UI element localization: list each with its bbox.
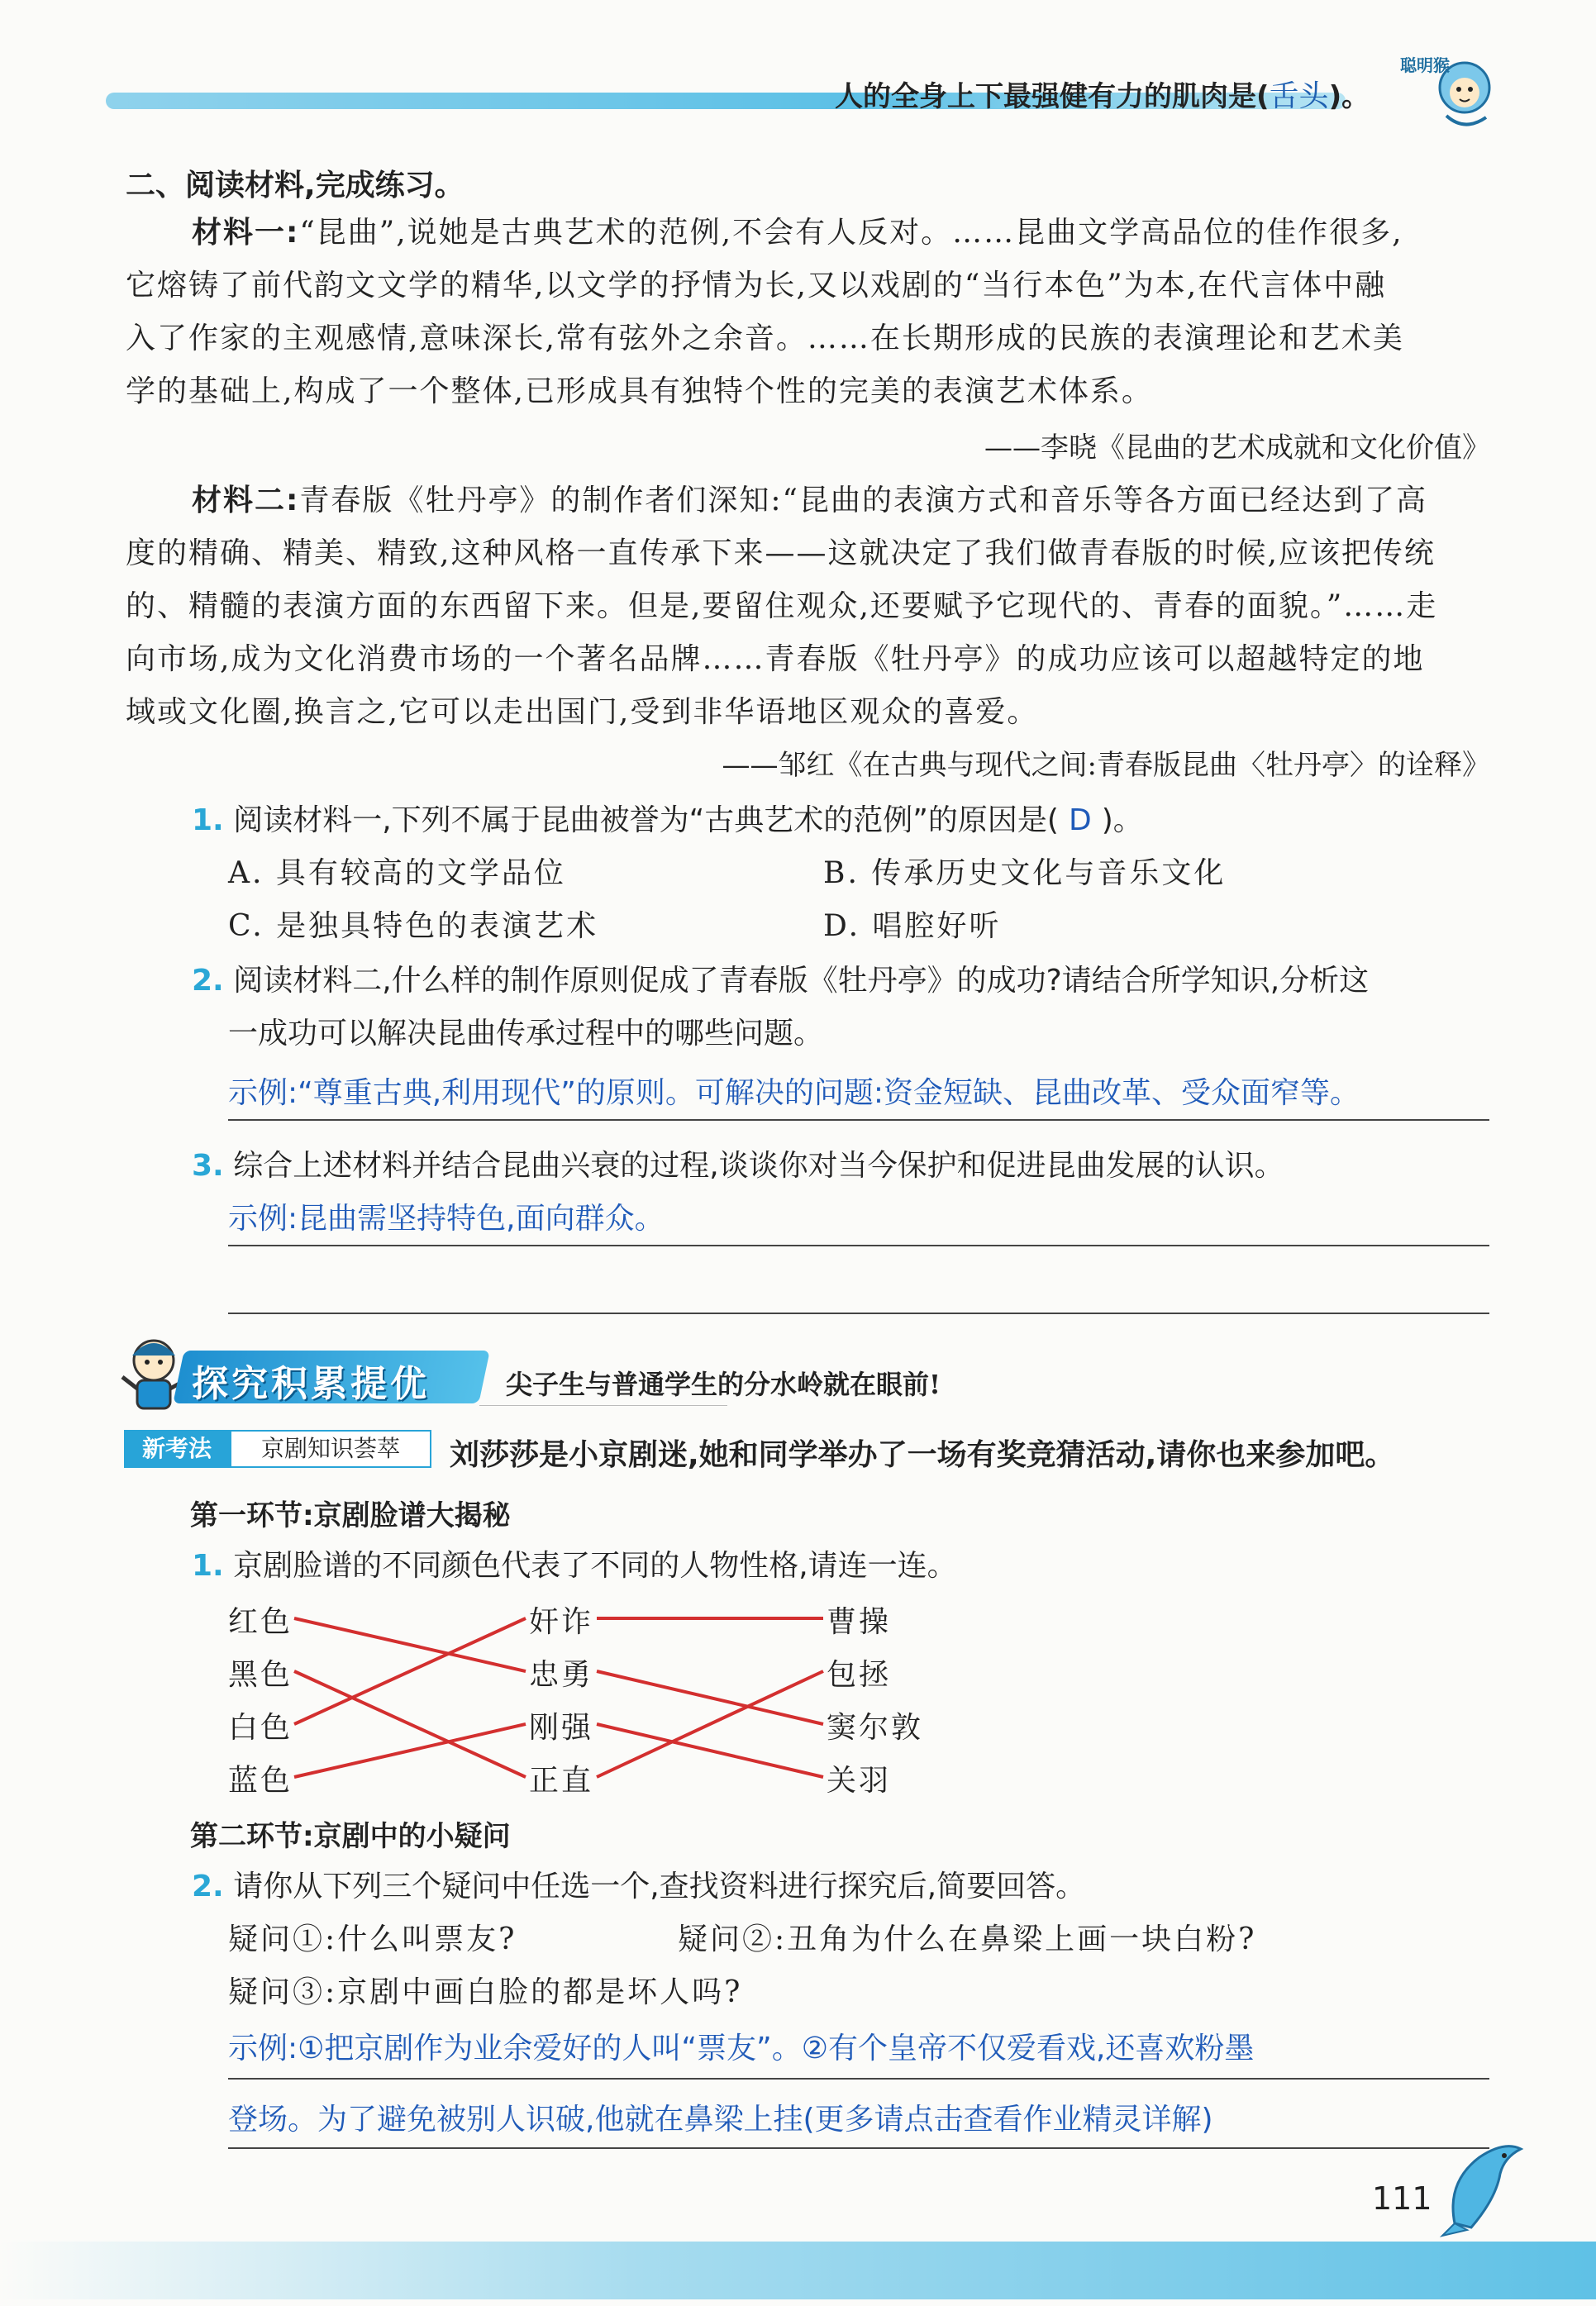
- q1-option-b: B. 传承历史文化与音乐文化: [823, 856, 1227, 890]
- q2-line-2: 一成功可以解决昆曲传承过程中的哪些问题。: [228, 1017, 824, 1051]
- doubt-2: 疑问②:丑角为什么在鼻梁上画一块白粉?: [678, 1922, 1257, 1956]
- footer-stripe: [0, 2242, 1596, 2299]
- section-title: 二、阅读材料,完成练习。: [126, 169, 465, 202]
- q1-option-d: D. 唱腔好听: [823, 909, 1002, 943]
- part2-q2: 2. 请你从下列三个疑问中任选一个,查找资料进行探究后,简要回答。: [192, 1870, 1086, 1903]
- trait-figure-link: [597, 1671, 823, 1777]
- trait-item: 奸诈: [529, 1605, 594, 1639]
- section3-intro: 刘莎莎是小京剧迷,她和同学举办了一场有奖竞猜活动,请你也来参加吧。: [450, 1438, 1395, 1472]
- section-slogan: 尖子生与普通学生的分水岭就在眼前!: [506, 1369, 941, 1400]
- q3: 3. 综合上述材料并结合昆曲兴衰的过程,谈谈你对当今保护和促进昆曲发展的认识。: [192, 1149, 1284, 1183]
- material2-line-3: 的、精髓的表演方面的东西留下来。但是,要留住观众,还要赋予它现代的、青春的面貌。”……走: [126, 589, 1438, 623]
- material1-line-3: 入了作家的主观感情,意味深长,常有弦外之余音。……在长期形成的民族的表演理论和艺术美: [126, 322, 1404, 355]
- doubt-3: 疑问③:京剧中画白脸的都是坏人吗?: [228, 1975, 743, 2009]
- answer-line: [228, 2078, 1489, 2080]
- q1-answer: D: [1068, 803, 1092, 837]
- answer-line: [228, 2147, 1489, 2149]
- tag-new-method: 新考法: [124, 1430, 230, 1468]
- material2-line-1: 材料二:青春版《牡丹亭》的制作者们深知:“昆曲的表演方式和音乐等各方面已经达到了高: [192, 484, 1427, 517]
- color-item: 红色: [228, 1605, 293, 1639]
- q1-option-c: C. 是独具特色的表演艺术: [228, 909, 599, 943]
- q2-answer-line-1: 示例:①把京剧作为业余爱好的人叫“票友”。②有个皇帝不仅爱看戏,还喜欢粉墨: [228, 2032, 1255, 2065]
- part2-title: 第二环节:京剧中的小疑问: [190, 1820, 511, 1853]
- figure-item: 包拯: [827, 1658, 892, 1692]
- q1: 1. 阅读材料一,下列不属于昆曲被誉为“古典艺术的范例”的原因是( D )。: [192, 803, 1143, 837]
- q2-line-1: 2. 阅读材料二,什么样的制作原则促成了青春版《牡丹亭》的成功?请结合所学知识,分析这: [192, 964, 1370, 998]
- color-trait-link: [294, 1618, 526, 1724]
- header-trivia-answer: 舌头: [1269, 79, 1329, 113]
- trait-figure-link: [597, 1724, 823, 1777]
- trait-item: 正直: [529, 1764, 594, 1798]
- trait-item: 刚强: [529, 1711, 594, 1745]
- material1-line-4: 学的基础上,构成了一个整体,已形成具有独特个性的完美的表演艺术体系。: [126, 374, 1153, 408]
- q2-answer: 示例:“尊重古典,利用现代”的原则。可解决的问题:资金短缺、昆曲改革、受众面窄等。: [228, 1076, 1360, 1110]
- figure-item: 窦尔敦: [827, 1711, 924, 1745]
- figure-item: 曹操: [827, 1605, 892, 1639]
- trait-item: 忠勇: [529, 1658, 594, 1692]
- material1-source: ——李晓《昆曲的艺术成就和文化价值》: [984, 431, 1490, 465]
- doubt-1: 疑问①:什么叫票友?: [228, 1922, 517, 1956]
- part1-q1: 1. 京剧脸谱的不同颜色代表了不同的人物性格,请连一连。: [192, 1549, 957, 1583]
- page-number: 111: [1372, 2180, 1432, 2217]
- color-trait-link: [294, 1618, 526, 1671]
- q3-answer: 示例:昆曲需坚持特色,面向群众。: [228, 1202, 665, 1236]
- material2-source: ——邹红《在古典与现代之间:青春版昆曲〈牡丹亭〉的诠释》: [722, 749, 1490, 782]
- figure-item: 关羽: [827, 1764, 892, 1798]
- q1-option-a: A. 具有较高的文学品位: [228, 856, 566, 890]
- tag-topic: 京剧知识荟萃: [230, 1430, 431, 1468]
- part1-title: 第一环节:京剧脸谱大揭秘: [190, 1499, 511, 1532]
- header-trivia: 人的全身上下最强健有力的肌肉是(舌头)。: [835, 79, 1370, 113]
- color-trait-link: [294, 1671, 526, 1777]
- q2-answer-line-2: 登场。为了避免被别人识破,他就在鼻梁上挂(更多请点击查看作业精灵详解): [228, 2103, 1213, 2137]
- color-item: 白色: [228, 1711, 293, 1745]
- material2-line-4: 向市场,成为文化消费市场的一个著名品牌……青春版《牡丹亭》的成功应该可以超越特定的地: [126, 642, 1425, 676]
- trait-figure-link: [597, 1671, 823, 1724]
- material2-line-5: 域或文化圈,换言之,它可以走出国门,受到非华语地区观众的喜爱。: [126, 695, 1039, 729]
- mascot-label: 聪明猴: [1400, 55, 1450, 75]
- material1-line-2: 它熔铸了前代韵文文学的精华,以文学的抒情为长,又以戏剧的“当行本色”为本,在代言体中融: [126, 269, 1387, 303]
- material1-line-1: 材料一:“昆曲”,说她是古典艺术的范例,不会有人反对。……昆曲文学高品位的佳作很多,: [192, 216, 1403, 250]
- material2-line-2: 度的精确、精美、精致,这种风格一直传承下来——这就决定了我们做青春版的时候,应该把传统: [126, 536, 1436, 570]
- color-trait-link: [294, 1724, 526, 1777]
- section-banner-text: 探究积累提优: [192, 1363, 430, 1405]
- dolphin-icon: [1438, 2132, 1529, 2240]
- color-item: 蓝色: [228, 1764, 293, 1798]
- color-item: 黑色: [228, 1658, 293, 1692]
